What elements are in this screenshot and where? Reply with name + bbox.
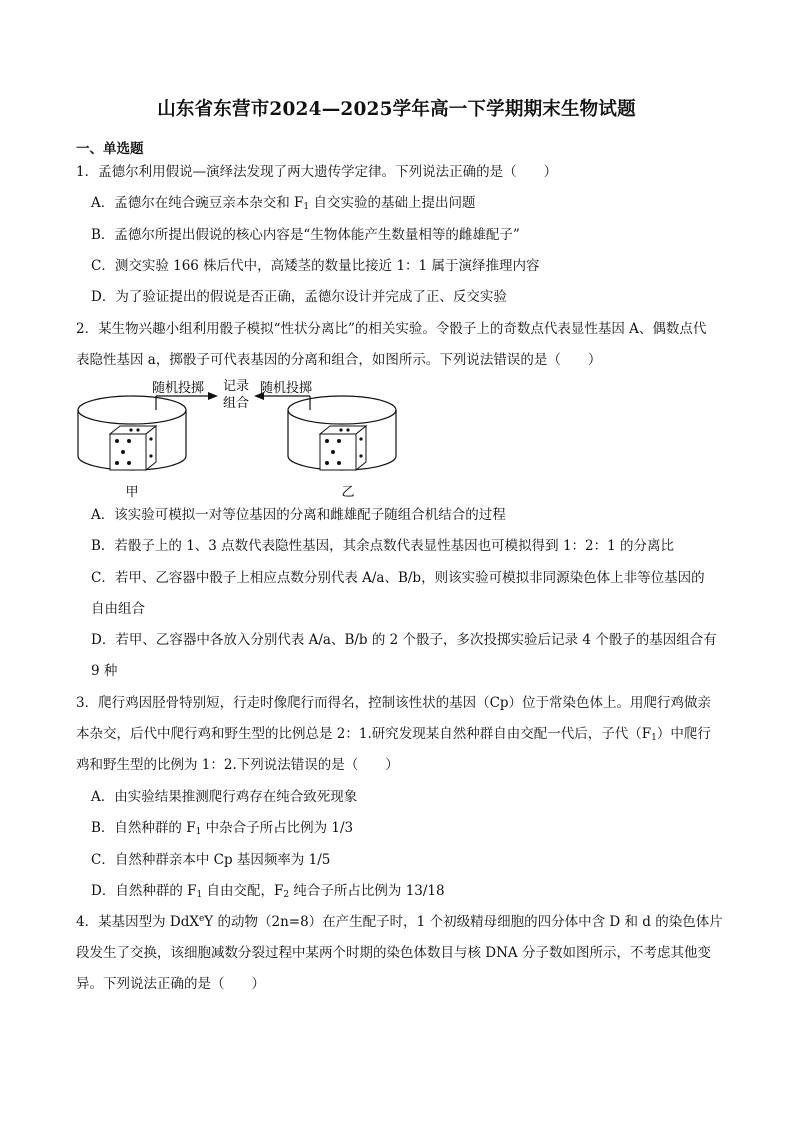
q3-stem-line1: 3．爬行鸡因胫骨特别短，行走时像爬行而得名，控制该性状的基因（Cp）位于常染色体上。用爬行鸡做亲 [76, 695, 712, 711]
q2-option-a: A．该实验可模拟一对等位基因的分离和雌雄配子随组合机结合的过程 [91, 507, 506, 523]
container-yi [288, 396, 396, 470]
q2-option-d-line1: D．若甲、乙容器中各放入分别代表 A/a、B/b 的 2 个骰子，多次投掷实验后记录 4 个骰子的基因组合有 [91, 632, 717, 648]
q2-stem-line2: 表隐性基因 a，掷骰子可代表基因的分离和组合，如图所示。下列说法错误的是（ ） [76, 352, 602, 368]
label-jia: 甲 [125, 485, 139, 500]
section-heading: 一、单选题 [76, 141, 144, 157]
dice-left-icon [110, 426, 156, 470]
q2-option-c-line1: C．若甲、乙容器中骰子上相应点数分别代表 A/a、B/b，则该实验可模拟非同源染色体上非等位基因的 [91, 570, 705, 586]
q2-option-c-line2: 自由组合 [91, 601, 145, 617]
q2-option-d-line2: 9 种 [91, 663, 118, 679]
page-title: 山东省东营市2024—2025学年高一下学期期末生物试题 [157, 99, 636, 120]
arrow-left-head [208, 392, 218, 400]
container-jia [78, 396, 186, 470]
q1-option-d: D．为了验证提出的假说是否正确，孟德尔设计并完成了正、反交实验 [91, 289, 507, 305]
q1-option-a: A．孟德尔在纯合豌豆亲本杂交和 $F_1$ 自交实验的基础上提出问题 [91, 195, 476, 212]
label-combine: 组合 [222, 396, 250, 411]
label-yi: 乙 [341, 485, 355, 500]
q3-stem-line2: 本杂交，后代中爬行鸡和野生型的比例总是 2：1.研究发现某自然种群自由交配一代后，子代$(F_1)$中爬行 [76, 726, 711, 743]
q3-option-d: D．自然种群的 $F_1$ 自由交配，$F_2$ 纯合子所占比例为 13/18 [91, 883, 445, 900]
q1-option-b: B．孟德尔所提出假说的核心内容是“生物体能产生数量相等的雌雄配子” [91, 227, 520, 243]
q3-option-a: A．由实验结果推测爬行鸡存在纯合致死现象 [91, 789, 358, 805]
label-random-throw-left: 随机投掷 [151, 381, 205, 396]
q4-stem-line1: 4．某基因型为 DdX$^e$Y 的动物（2n=8）在产生配子时，1 个初级精母细胞的四分体中含 D 和 d 的染色体片 [76, 914, 723, 930]
q1-option-c: C．测交实验 166 株后代中，高矮茎的数量比接近 1：1 属于演绎推理内容 [91, 258, 540, 274]
dice-right-icon [320, 426, 366, 470]
q1-stem: 1．孟德尔利用假说—演绎法发现了两大遗传学定律。下列说法正确的是（ ） [76, 164, 558, 180]
q3-option-b: B．自然种群的 $F_1$ 中杂合子所占比例为 1/3 [91, 820, 354, 837]
q4-stem-line2: 段发生了交换，该细胞减数分裂过程中某两个时期的染色体数目与核 DNA 分子数如图所示，不考虑其他变 [76, 945, 711, 961]
q2-option-b: B．若骰子上的 1、3 点数代表隐性基因，其余点数代表显性基因也可模拟得到 1：2：1 的分离比 [91, 538, 675, 554]
label-random-throw-right: 随机投掷 [259, 381, 313, 396]
label-record: 记录 [222, 379, 250, 394]
q4-stem-line3: 异。下列说法正确的是（ ） [76, 976, 265, 992]
q2-stem-line1: 2．某生物兴趣小组利用骰子模拟“性状分离比”的相关实验。令骰子上的奇数点代表显性基因 A、偶数点代 [76, 321, 707, 337]
q3-stem-line3: 鸡和野生型的比例为 1：2.下列说法错误的是（ ） [76, 757, 399, 773]
dice-experiment-figure [72, 376, 402, 504]
q3-option-c: C．自然种群亲本中 Cp 基因频率为 1/5 [91, 852, 331, 868]
